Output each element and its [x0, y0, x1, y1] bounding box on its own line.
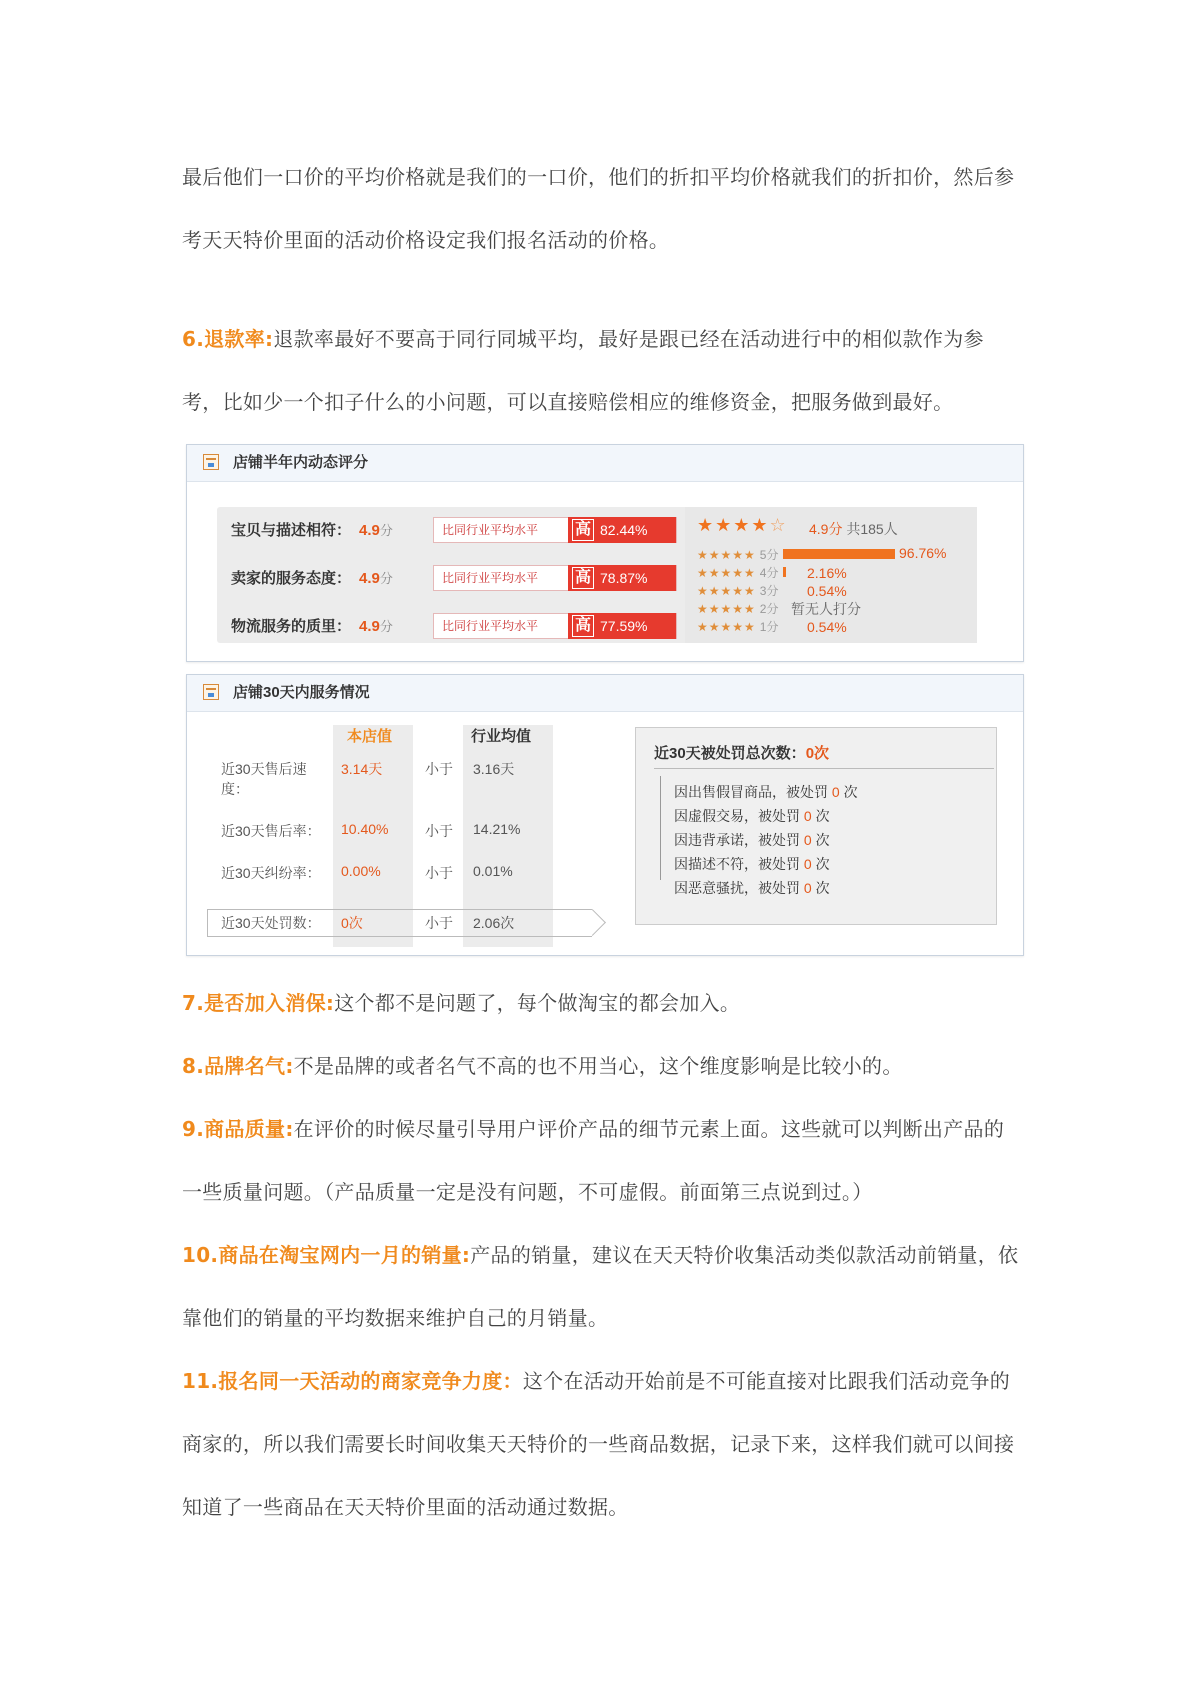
intro-text: 最后他们一口价的平均价格就是我们的一口价，他们的折扣平均价格就我们的折扣价，然后参考天天特价里面的活动价格设定我们报名活动的价格。 [182, 165, 1015, 252]
paragraph-8-heading: 8.品牌名气: [182, 1054, 294, 1078]
pun-item [674, 806, 830, 826]
percent-5-star: 96.76% [899, 545, 947, 561]
compare-text: 比同行业平均水平 [442, 619, 539, 633]
pun-unit: 次 [815, 808, 830, 824]
bar-4-star [783, 567, 786, 577]
compare-text: 比同行业平均水平 [442, 571, 539, 585]
rating-score: 4.9 [359, 522, 380, 539]
pun-title-text: 近30天被处罚总次数： [654, 745, 806, 762]
rating-unit: 分 [379, 571, 393, 586]
compare-percent: 78.87% [600, 570, 648, 586]
pun-item [674, 830, 830, 850]
row-label: 近30天售后速度： [221, 761, 307, 797]
rating-row-service [231, 567, 393, 588]
dist-label: 5分 [759, 548, 779, 562]
dist-value: 暂无人打分 [791, 601, 861, 617]
stars-icon: ★★★★★ [697, 620, 756, 634]
star-rating-icon [697, 515, 788, 536]
pun-count: 0 [803, 832, 812, 848]
dist-row-4 [697, 565, 847, 581]
pun-total: 0次 [805, 745, 830, 762]
punishment-title [654, 742, 829, 763]
pun-unit: 次 [815, 856, 830, 872]
rating-unit: 分 [379, 523, 393, 538]
col-avg-header: 行业均值 [471, 728, 532, 745]
paragraph-7-heading: 7.是否加入消保: [182, 991, 335, 1015]
paragraph-8-body: 不是品牌的或者名气不高的也不用当心，这个维度影响是比较小的。 [293, 1054, 903, 1078]
avg-value: 2.06次 [473, 915, 515, 931]
dist-label: 4分 [759, 566, 779, 580]
paragraph-9-heading: 9.商品质量: [182, 1117, 294, 1141]
rating-label: 宝贝与描述相符： [231, 522, 352, 539]
rater-count: 共185人 [846, 521, 898, 537]
level-badge: 高 [572, 615, 594, 637]
stars-icon: ★★★★★ [697, 566, 756, 580]
bar-5-star [783, 549, 895, 559]
half-star-icon: ☆ [769, 515, 788, 535]
embedded-store-screenshot [186, 444, 1022, 954]
service-title: 店铺30天内服务情况 [233, 684, 370, 701]
pun-unit: 次 [815, 880, 830, 896]
stars-icon: ★★★★★ [697, 548, 756, 562]
pun-text: 因恶意骚扰，被处罚 [674, 880, 800, 896]
rating-row-description [231, 519, 393, 540]
compare-percent: 82.44% [600, 522, 648, 538]
paragraph-11-body: 这个在活动开始前是不可能直接对比跟我们活动竞争的商家的，所以我们需要长时间收集天天特价的一些商品数据，记录下来，这样我们就可以间接知道了一些商品在天天特价里面的活动通过数据。 [182, 1369, 1015, 1519]
shop-value: 0.00% [341, 863, 381, 879]
compare-badge [568, 565, 676, 591]
paragraph-10-body: 产品的销量，建议在天天特价收集活动类似款活动前销量，依靠他们的销量的平均数据来维护自己的月销量。 [182, 1243, 1019, 1330]
rating-score: 4.9 [359, 618, 380, 635]
average-score [809, 519, 898, 539]
rating-unit: 分 [379, 619, 393, 634]
paragraph-10-heading: 10.商品在淘宝网内一月的销量: [182, 1243, 471, 1267]
rating-score: 4.9 [359, 570, 380, 587]
avg-value: 0.01% [473, 863, 513, 879]
rating-compare-service [433, 565, 677, 591]
stars-icon: ★★★★★ [697, 584, 756, 598]
shop-rating-panel [186, 444, 1024, 662]
relation: 小于 [425, 865, 453, 881]
shop-value: 10.40% [341, 821, 389, 837]
calendar-icon [203, 454, 219, 470]
dist-row-1 [697, 619, 847, 635]
dist-row-3 [697, 583, 847, 599]
shop-rating-title: 店铺半年内动态评分 [233, 454, 369, 471]
intro-paragraph [182, 146, 1022, 272]
row-label: 近30天售后率： [221, 823, 321, 839]
calendar-icon [203, 684, 219, 700]
pun-count: 0 [803, 808, 812, 824]
paragraph-6-heading: 6.退款率: [182, 327, 274, 351]
dist-label: 1分 [759, 620, 779, 634]
row-label: 近30天处罚数： [221, 915, 321, 931]
avg-value: 14.21% [473, 821, 521, 837]
dist-label: 2分 [759, 602, 779, 616]
dist-row-2 [697, 601, 861, 617]
pun-text: 因描述不符，被处罚 [674, 856, 800, 872]
tree-line [660, 776, 661, 880]
level-badge: 高 [572, 567, 594, 589]
pun-item [674, 854, 830, 874]
paragraph-8 [182, 1035, 1022, 1098]
pun-item [674, 878, 830, 898]
punishment-box [635, 727, 997, 925]
star-distribution [685, 507, 977, 643]
full-stars: ★★★★ [697, 515, 770, 535]
col-shop-header: 本店值 [347, 728, 393, 745]
service-header [187, 675, 1023, 712]
paragraph-9 [182, 1098, 1022, 1224]
pun-unit: 次 [843, 784, 858, 800]
stars-icon: ★★★★★ [697, 602, 756, 616]
pun-text: 因出售假冒商品，被处罚 [674, 784, 828, 800]
dist-value: 0.54% [807, 619, 847, 635]
dist-value: 2.16% [807, 565, 847, 581]
divider [654, 768, 994, 769]
row-label: 近30天纠纷率： [221, 865, 321, 881]
paragraph-7 [182, 972, 1022, 1035]
relation: 小于 [425, 761, 453, 777]
paragraph-11-heading: 11.报名同一天活动的商家竞争力度： [182, 1369, 523, 1393]
level-badge: 高 [572, 519, 594, 541]
compare-badge [568, 517, 676, 543]
average-value: 4.9分 [809, 521, 843, 537]
rating-compare-logistics [433, 613, 677, 639]
dist-label: 3分 [759, 584, 779, 598]
pun-text: 因虚假交易，被处罚 [674, 808, 800, 824]
rating-compare-description [433, 517, 677, 543]
paragraph-6 [182, 308, 1022, 434]
pun-text: 因违背承诺，被处罚 [674, 832, 800, 848]
pun-count: 0 [803, 856, 812, 872]
service-panel [186, 674, 1024, 956]
relation: 小于 [425, 915, 453, 931]
compare-badge [568, 613, 676, 639]
dist-row-5 [697, 547, 778, 563]
rating-label: 物流服务的质里： [231, 618, 352, 635]
pun-item [674, 782, 858, 802]
shop-value: 0次 [341, 915, 363, 931]
pun-count: 0 [831, 784, 840, 800]
pun-count: 0 [803, 880, 812, 896]
rating-label: 卖家的服务态度： [231, 570, 352, 587]
compare-text: 比同行业平均水平 [442, 523, 539, 537]
paragraph-11 [182, 1350, 1022, 1539]
shop-rating-header [187, 445, 1023, 482]
paragraph-9-body: 在评价的时候尽量引导用户评价产品的细节元素上面。这些就可以判断出产品的一些质量问题。（产品质量一定是没有问题，不可虚假。前面第三点说到过。） [182, 1117, 1005, 1204]
rating-row-logistics [231, 615, 393, 636]
relation: 小于 [425, 823, 453, 839]
avg-value: 3.16天 [473, 761, 515, 777]
dist-value: 0.54% [807, 583, 847, 599]
shop-value: 3.14天 [341, 761, 383, 777]
pun-unit: 次 [815, 832, 830, 848]
paragraph-10 [182, 1224, 1022, 1350]
paragraph-6-body: 退款率最好不要高于同行同城平均，最好是跟已经在活动进行中的相似款作为参考，比如少一个扣子什么的小问题，可以直接赔偿相应的维修资金，把服务做到最好。 [182, 327, 984, 414]
paragraph-7-body: 这个都不是问题了，每个做淘宝的都会加入。 [334, 991, 741, 1015]
compare-percent: 77.59% [600, 618, 648, 634]
